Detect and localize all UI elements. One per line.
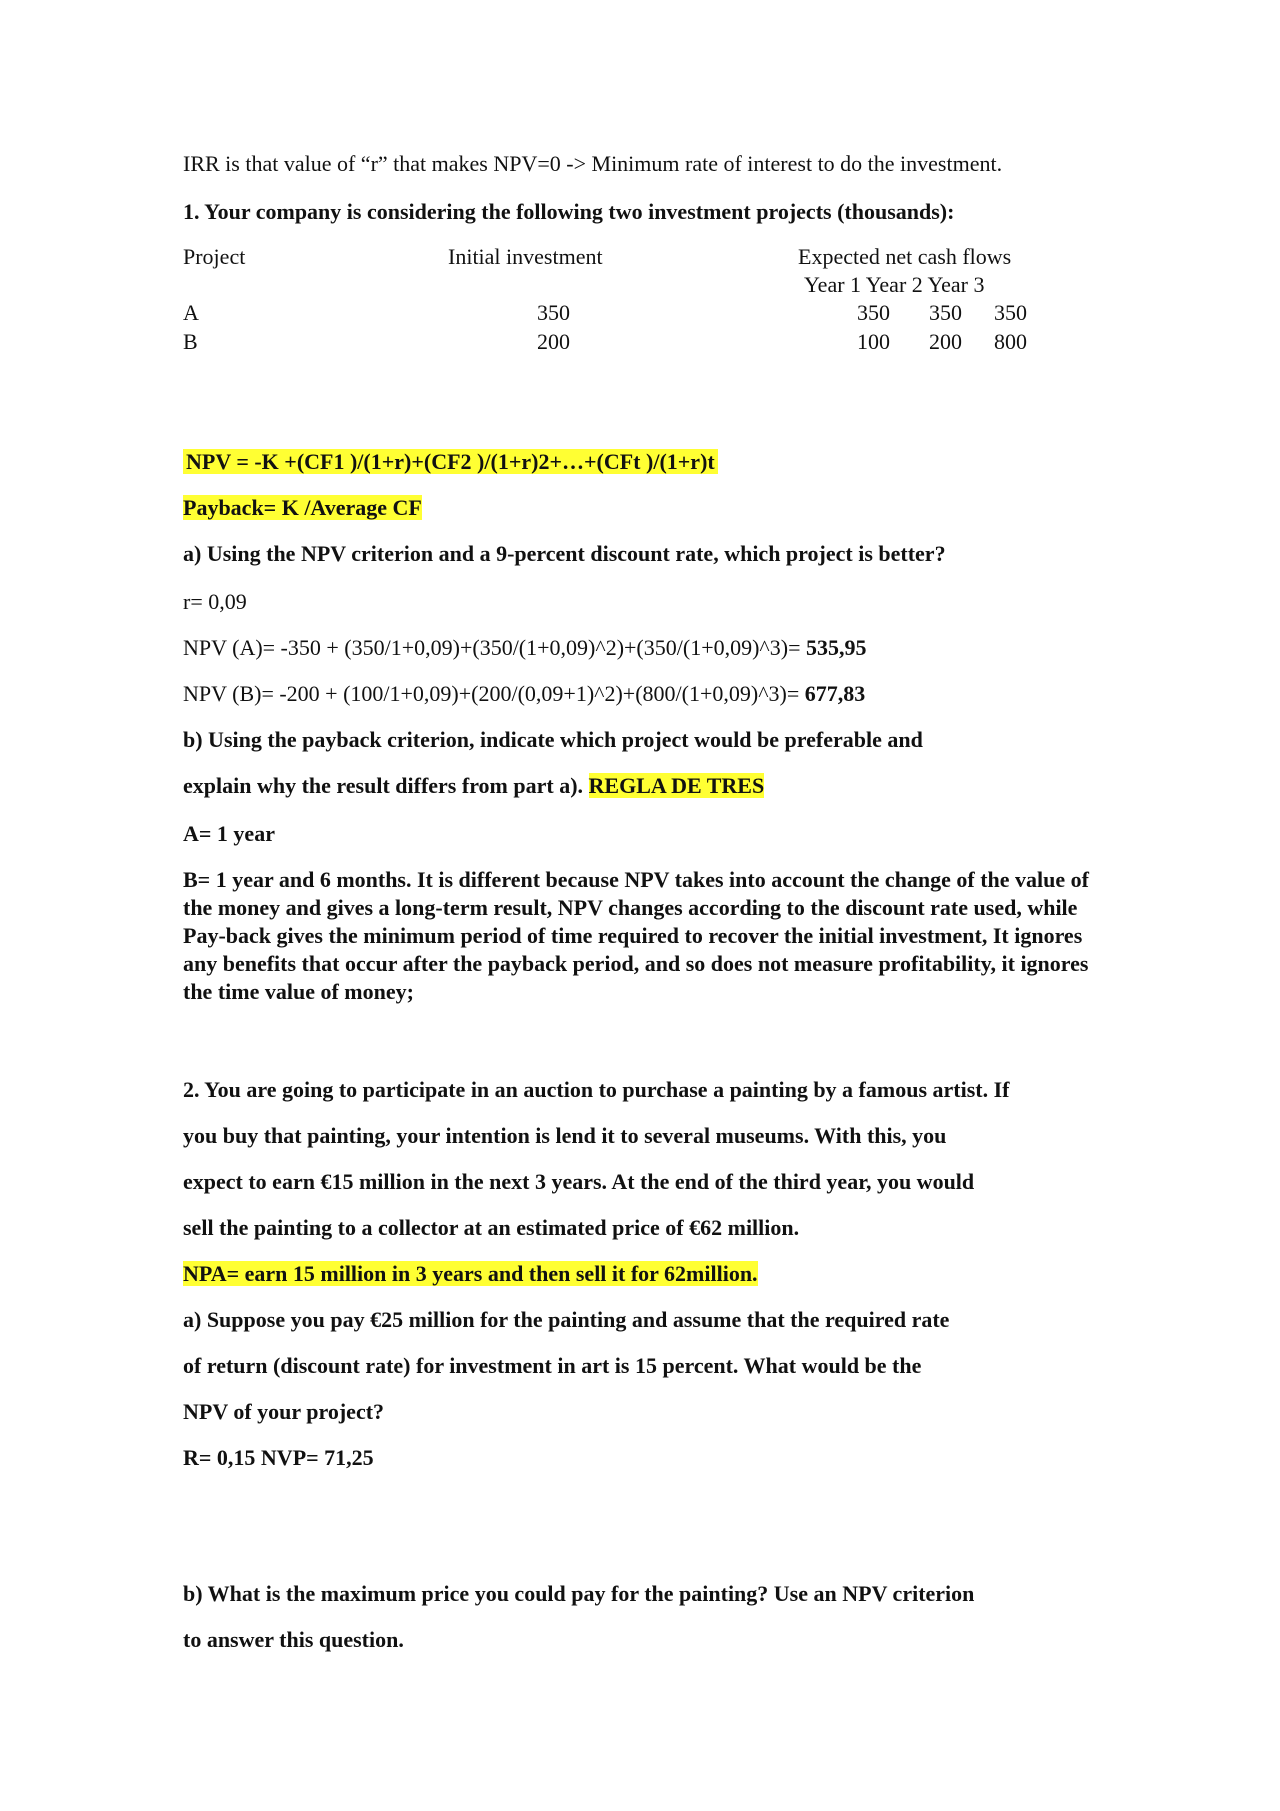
answer-2a: R= 0,15 NVP= 71,25 — [183, 1445, 374, 1470]
npv-a-calculation — [183, 634, 866, 662]
regla-de-tres-note: REGLA DE TRES — [588, 773, 765, 798]
question-2-line4: sell the painting to a collector at an estimated price of €62 million. — [183, 1215, 800, 1240]
col-header-years: Year 1 Year 2 Year 3 — [804, 272, 985, 297]
col-header-project: Project — [183, 244, 246, 269]
payback-formula-text: Payback= K /Average CF — [183, 495, 422, 520]
question-1a: a) Using the NPV criterion and a 9-percent discount rate, which project is better? — [183, 541, 946, 566]
question-2b-line1: b) What is the maximum price you could pay for the painting? Use an NPV criterion — [183, 1581, 975, 1606]
npv-b-formula: NPV (B)= -200 + (100/1+0,09)+(200/(0,09+1)^2)+(800/(1+0,09)^3)= — [183, 681, 805, 706]
npv-b-result: 677,83 — [804, 681, 866, 706]
row-year1: 350 — [857, 300, 890, 325]
answer-payback-b: B= 1 year and 6 months. It is different because NPV takes into account the change of the value of the money and gives a long-term result, NPV changes according to the discount rate used, while Pay-back gives the minimum period of time required to recover the initial investment, It ignores any benefits that occur after the payback period, and so does not measure profitability, it ignores the time value of money; — [183, 867, 1089, 1004]
col-header-cashflows: Expected net cash flows — [798, 244, 1012, 269]
npv-a-result: 535,95 — [805, 635, 867, 660]
question-2a-line3: NPV of your project? — [183, 1399, 385, 1424]
npa-note — [183, 1260, 758, 1288]
npv-b-calculation — [183, 680, 865, 708]
row-project: B — [183, 329, 198, 354]
row-year1: 100 — [857, 329, 890, 354]
col-header-investment: Initial investment — [448, 244, 603, 269]
irr-definition: IRR is that value of “r” that makes NPV=0 -> Minimum rate of interest to do the investment. — [183, 151, 1003, 176]
payback-formula — [183, 494, 422, 522]
npa-note-text: NPA= earn 15 million in 3 years and then sell it for 62million. — [183, 1261, 758, 1286]
question-1-heading: 1. Your company is considering the following two investment projects (thousands): — [183, 199, 955, 224]
answer-payback-a: A= 1 year — [183, 821, 275, 846]
row-project: A — [183, 300, 199, 325]
question-1b-line1: b) Using the payback criterion, indicate which project would be preferable and — [183, 727, 923, 752]
question-2-line1: 2. You are going to participate in an auction to purchase a painting by a famous artist. If — [183, 1077, 1010, 1102]
npv-formula-text: NPV = -K +(CF1 )/(1+r)+(CF2 )/(1+r)2+…+(CFt )/(1+r)t — [183, 449, 718, 474]
question-2a-line1: a) Suppose you pay €25 million for the painting and assume that the required rate — [183, 1307, 950, 1332]
row-year2: 350 — [929, 300, 962, 325]
npv-a-formula: NPV (A)= -350 + (350/1+0,09)+(350/(1+0,09)^2)+(350/(1+0,09)^3)= — [183, 635, 806, 660]
question-2-line3: expect to earn €15 million in the next 3 years. At the end of the third year, you would — [183, 1169, 975, 1194]
row-investment: 200 — [537, 329, 570, 354]
row-year3: 800 — [994, 329, 1027, 354]
question-2-line2: you buy that painting, your intention is lend it to several museums. With this, you — [183, 1123, 947, 1148]
question-2a-line2: of return (discount rate) for investment in art is 15 percent. What would be the — [183, 1353, 922, 1378]
row-year3: 350 — [994, 300, 1027, 325]
row-investment: 350 — [537, 300, 570, 325]
row-year2: 200 — [929, 329, 962, 354]
discount-rate: r= 0,09 — [183, 589, 247, 614]
question-2b-line2: to answer this question. — [183, 1627, 404, 1652]
question-1b-line2 — [183, 772, 764, 800]
npv-formula — [183, 448, 718, 476]
question-1b-text: explain why the result differs from part a). — [183, 773, 589, 798]
